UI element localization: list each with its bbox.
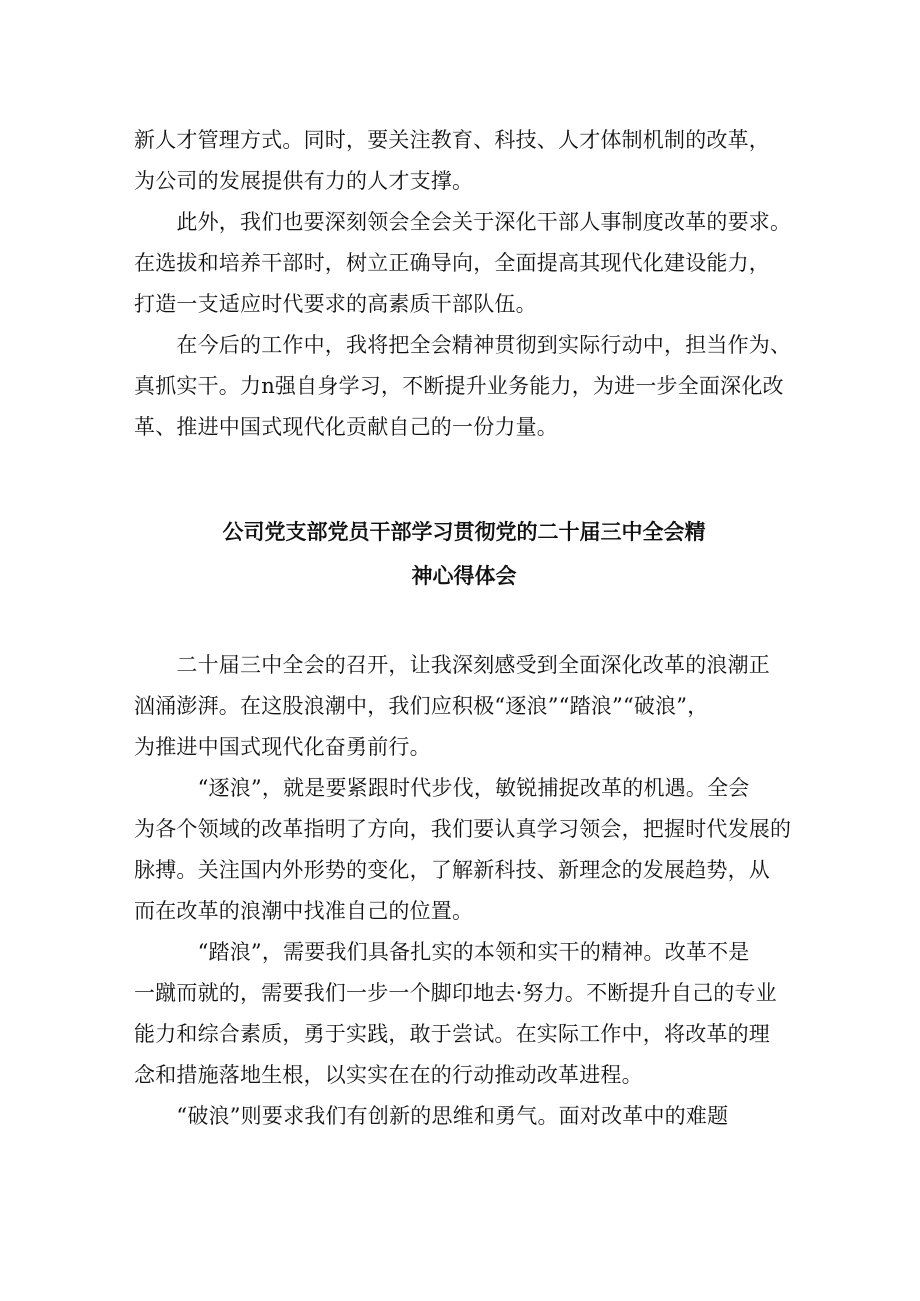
text-line: 为公司的发展提供有力的人才支撑。 (134, 169, 474, 193)
text-line: 汹涌澎湃。在这股浪潮中，我们应积极“逐浪”“踏浪”“破浪”， (134, 694, 709, 718)
text-line: 打造一支适应时代要求的高素质干部队伍。 (134, 292, 537, 316)
text-line: 而在改革的浪潮中找准自己的位置。 (134, 899, 474, 923)
paragraph (134, 1096, 794, 1137)
text-line: “踏浪”，需要我们具备扎实的本领和实干的精神。改革不是 (134, 940, 750, 964)
text-line: 一蹴而就的，需要我们一步一个脚印地去·努力。不断提升自己的专业 (134, 981, 777, 1005)
text-line: 二十届三中全会的召开，让我深刻感受到全面深化改革的浪潮正 (134, 653, 770, 677)
article-title (134, 510, 794, 598)
paragraph (134, 645, 794, 768)
top-section (134, 120, 794, 448)
text-line: 新人才管理方式。同时，要关注教育、科技、人才体制机制的改革， (134, 128, 770, 152)
title-line: 公司党支部党员干部学习贯彻党的二十届三中全会精 (222, 520, 706, 544)
text-line: 念和措施落地生根，以实实在在的行动推动改革进程。 (134, 1063, 643, 1087)
article-body (134, 645, 794, 1137)
text-line: “破浪”则要求我们有创新的思维和勇气。面对改革中的难题 (134, 1104, 729, 1128)
text-line: 为推进中国式现代化奋勇前行。 (134, 735, 431, 759)
paragraph (134, 768, 794, 932)
text-line: 为各个领域的改革指明了方向，我们要认真学习领会，把握时代发展的 (134, 817, 792, 841)
text-line: 能力和综合素质，勇于实践，敢于尝试。在实际工作中，将改革的理 (134, 1022, 770, 1046)
text-line: 真抓实干。力n强自身学习，不断提升业务能力，为进一步全面深化改 (134, 374, 784, 398)
text-line: 在选拔和培养干部时，树立正确导向，全面提高其现代化建设能力， (134, 251, 770, 275)
text-line: 在今后的工作中，我将把全会精神贯彻到实际行动中，担当作为、 (134, 333, 792, 357)
paragraph (134, 325, 794, 448)
paragraph (134, 120, 794, 202)
title-line: 神心得体会 (411, 564, 517, 588)
text-line: 革、推进中国式现代化贡献自己的一份力量。 (134, 415, 558, 439)
text-line: 脉搏。关注国内外形势的变化，了解新科技、新理念的发展趋势，从 (134, 858, 770, 882)
text-line: “逐浪”，就是要紧跟时代步伐，敏锐捕捉改革的机遇。全会 (134, 776, 750, 800)
paragraph (134, 932, 794, 1096)
paragraph (134, 202, 794, 325)
text-line: 此外，我们也要深刻领会全会关于深化干部人事制度改革的要求。 (134, 210, 792, 234)
